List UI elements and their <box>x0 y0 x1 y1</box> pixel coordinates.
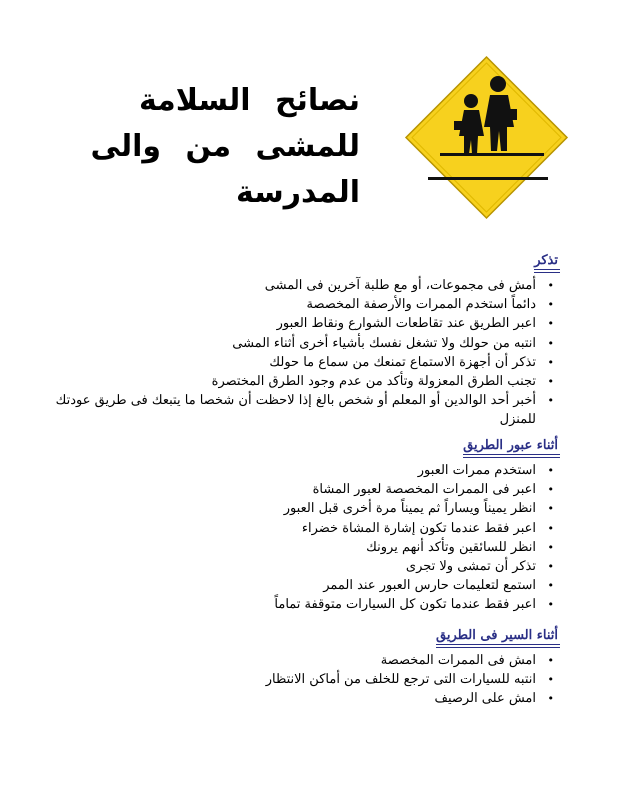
bullet-list <box>40 651 560 709</box>
title-line-2: للمشى من والى <box>90 129 360 164</box>
list-item: • اعبر الطريق عند تقاطعات الشوارع ونقاط العبور <box>40 314 536 333</box>
bullet-list <box>40 276 560 430</box>
list-item: • دائماً استخدم الممرات والأرصفة المخصصة <box>40 295 536 314</box>
list-item: • اعبر فى الممرات المخصصة لعبور المشاة <box>40 480 536 499</box>
bullet-list <box>40 461 560 615</box>
list-item: • أخبر أحد الوالدين أو المعلم أو شخص بالغ إذا لاحظت أن شخصا ما يتبعك فى طريق عودتك للمنزل <box>40 391 536 429</box>
section-heading: تذكر <box>534 253 558 268</box>
list-item: • انظر للسائقين وتأكد أنهم يرونك <box>40 538 536 557</box>
list-item: • امش على الرصيف <box>40 689 536 708</box>
list-item: • اعبر فقط عندما تكون إشارة المشاة خضراء <box>40 519 536 538</box>
section-heading: أثناء عبور الطريق <box>463 438 558 453</box>
list-item: • انظر يميناً ويساراً ثم يميناً مرة أخرى قبل العبور <box>40 499 536 518</box>
list-item: • امش فى الممرات المخصصة <box>40 651 536 670</box>
section-heading: أثناء السير فى الطريق <box>436 628 558 643</box>
list-item: • انتبه للسيارات التى ترجع للخلف من أماكن الانتظار <box>40 670 536 689</box>
list-item: • استخدم ممرات العبور <box>40 461 536 480</box>
title-line-1: نصائح السلامة <box>138 83 360 118</box>
title-line-3: المدرسة <box>236 175 360 210</box>
section-walking <box>40 628 560 709</box>
list-item: • انتبه من حولك ولا تشغل نفسك بأشياء أخرى أثناء المشى <box>40 334 536 353</box>
pedestrian-crossing-sign-icon <box>404 55 569 220</box>
list-item: • استمع لتعليمات حارس العبور عند الممر <box>40 576 536 595</box>
section-remember <box>40 253 560 430</box>
section-crossing <box>40 438 560 615</box>
list-item: • تذكر أن تمشى ولا تجرى <box>40 557 536 576</box>
list-item: • تجنب الطرق المعزولة وتأكد من عدم وجود الطرق المختصرة <box>40 372 536 391</box>
list-item: • أمش فى مجموعات، أو مع طلبة آخرين فى المشى <box>40 276 536 295</box>
page-title <box>70 78 360 216</box>
list-item: • تذكر أن أجهزة الاستماع تمنعك من سماع ما حولك <box>40 353 536 372</box>
list-item: • اعبر فقط عندما تكون كل السيارات متوقفة تماماً <box>40 595 536 614</box>
